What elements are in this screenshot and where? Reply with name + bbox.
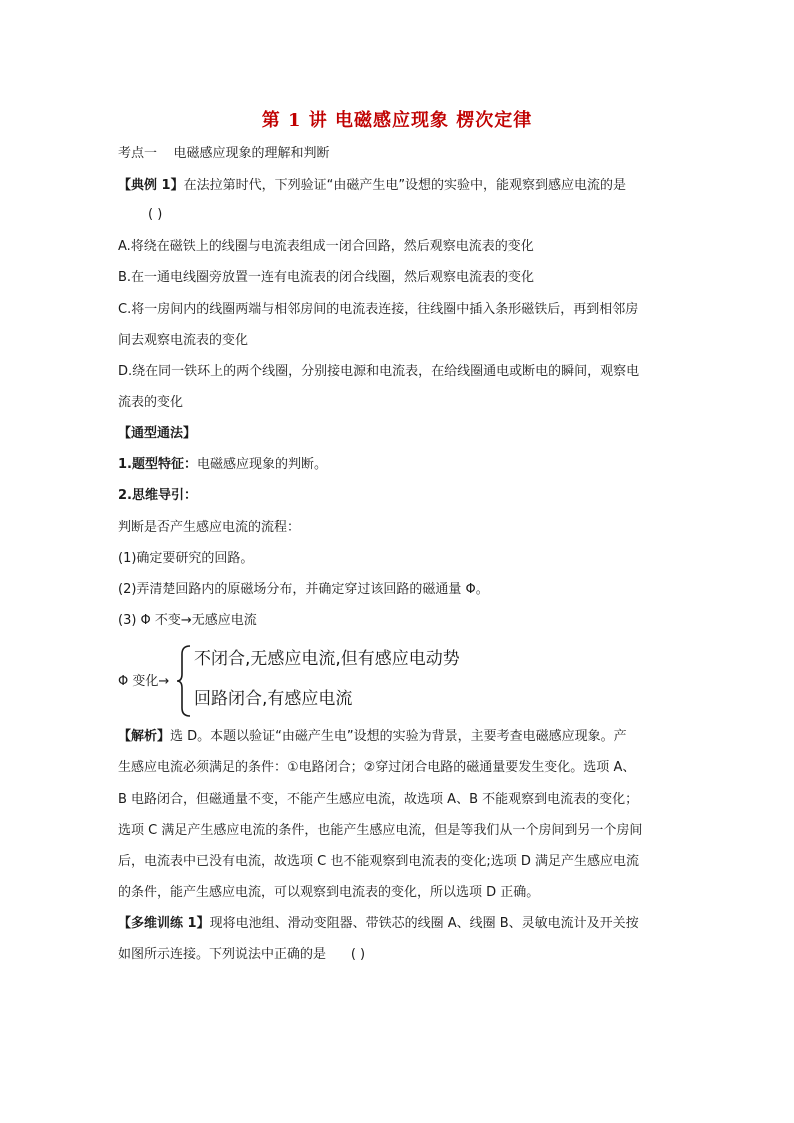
example1-blank: ( ) xyxy=(148,207,163,222)
option-c-line2: 间去观察电流表的变化 xyxy=(118,333,249,348)
curly-brace-icon xyxy=(176,644,192,718)
kaodian-text: 电磁感应现象的理解和判断 xyxy=(173,146,330,161)
training-text1: 现将电池组、滑动变阻器、带铁芯的线圈 A、线圈 B、灵敏电流计及开关按 xyxy=(209,916,639,931)
option-a: A.将绕在磁铁上的线圈与电流表组成一闭合回路，然后观察电流表的变化 xyxy=(118,239,534,254)
method-item1-label: 1.题型特征： xyxy=(118,457,197,472)
method-tag: 【通型通法】 xyxy=(118,426,197,441)
training-tag: 【多维训练 1】 xyxy=(118,916,210,931)
example1-question xyxy=(118,176,626,196)
method-item1 xyxy=(118,455,327,475)
page-title: 第 1 讲 电磁感应现象 楞次定律 xyxy=(261,110,533,131)
flow-step2: (2)弄清楚回路内的原磁场分布，并确定穿过该回路的磁通量 Φ。 xyxy=(118,582,489,597)
method-item2-label: 2.思维导引： xyxy=(118,488,197,503)
training-blank: ( ) xyxy=(350,947,366,962)
training-text2: 如图所示连接。下列说法中正确的是 xyxy=(118,947,327,962)
flux-branch-closed: 回路闭合,有感应电流 xyxy=(194,689,353,709)
analysis-line6: 的条件，能产生感应电流，可以观察到电流表的变化，所以选项 D 正确。 xyxy=(118,885,540,900)
analysis-line4: 选项 C 满足产生感应电流的条件，也能产生感应电流，但是等我们从一个房间到另一个房间 xyxy=(118,823,643,838)
example1-question-text: 在法拉第时代，下列验证“由磁产生电”设想的实验中，能观察到感应电流的是 xyxy=(183,178,627,193)
option-d-line2: 流表的变化 xyxy=(118,395,184,410)
analysis-line3: B 电路闭合，但磁通量不变，不能产生感应电流，故选项 A、B 不能观察到电流表的变化； xyxy=(118,792,639,807)
analysis-text1: 选 D。本题以验证“由磁产生电”设想的实验为背景，主要考查电磁感应现象。产 xyxy=(170,729,627,744)
training-line1 xyxy=(118,914,639,934)
flow-intro: 判断是否产生感应电流的流程： xyxy=(118,520,301,535)
option-c-line1: C.将一房间内的线圈两端与相邻房间的电流表连接，往线圈中插入条形磁铁后，再到相邻房 xyxy=(118,302,639,317)
flux-branch-open: 不闭合,无感应电流,但有感应电动势 xyxy=(194,649,460,669)
training-line2 xyxy=(118,945,365,965)
option-d-line1: D.绕在同一铁环上的两个线圈，分别接电源和电流表，在给线圈通电或断电的瞬间，观察电 xyxy=(118,364,640,379)
analysis-tag: 【解析】 xyxy=(118,729,171,744)
kaodian-label: 考点一 xyxy=(118,146,158,161)
flow-step3: (3) Φ 不变→无感应电流 xyxy=(118,613,257,628)
option-b: B.在一通电线圈旁放置一连有电流表的闭合线圈，然后观察电流表的变化 xyxy=(118,270,535,285)
analysis-line1 xyxy=(118,727,627,747)
example1-tag: 【典例 1】 xyxy=(118,178,184,193)
flux-change-label: Φ 变化→ xyxy=(118,674,170,689)
method-item1-text: 电磁感应现象的判断。 xyxy=(196,457,327,472)
analysis-line5: 后，电流表中已没有电流，故选项 C 也不能观察到电流表的变化;选项 D 满足产生感应电流 xyxy=(118,854,639,869)
analysis-line2: 生感应电流必须满足的条件：①电路闭合；②穿过闭合电路的磁通量要发生变化。选项 A、 xyxy=(118,760,636,775)
flow-step1: (1)确定要研究的回路。 xyxy=(118,551,254,566)
kaodian-heading xyxy=(118,144,330,164)
